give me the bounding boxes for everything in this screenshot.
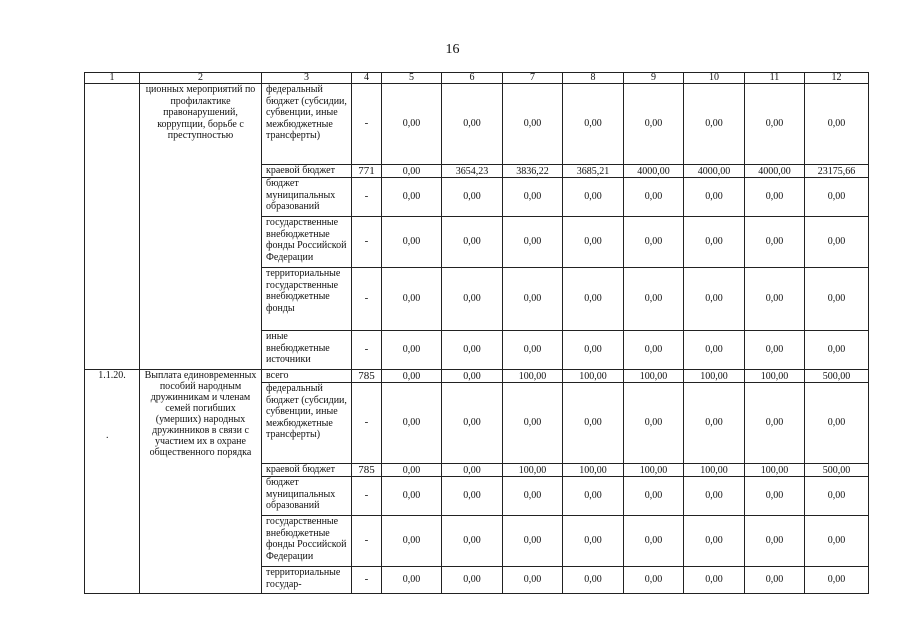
item-row <box>85 370 869 383</box>
continued-row <box>85 84 869 165</box>
amount-cell: 0,00 <box>745 567 805 594</box>
stray-mark: . <box>106 430 109 441</box>
amount-cell: 100,00 <box>563 464 624 477</box>
amount-cell: 100,00 <box>624 370 684 383</box>
column-header: 3 <box>262 73 352 84</box>
amount-cell: 0,00 <box>624 84 684 165</box>
amount-cell: 0,00 <box>503 268 563 331</box>
amount-cell: 0,00 <box>442 383 503 464</box>
amount-cell: 0,00 <box>805 383 869 464</box>
amount-cell: 0,00 <box>382 178 442 217</box>
amount-cell: 0,00 <box>382 84 442 165</box>
amount-cell: 0,00 <box>563 217 624 268</box>
column-header: 7 <box>503 73 563 84</box>
amount-cell: 0,00 <box>624 331 684 370</box>
amount-cell: 0,00 <box>624 268 684 331</box>
column-header: 4 <box>352 73 382 84</box>
amount-cell: 0,00 <box>745 84 805 165</box>
amount-cell: 0,00 <box>503 383 563 464</box>
amount-cell: 0,00 <box>624 178 684 217</box>
amount-cell: 0,00 <box>805 217 869 268</box>
amount-cell: 0,00 <box>503 567 563 594</box>
amount-cell: 4000,00 <box>624 165 684 178</box>
amount-cell: 4000,00 <box>745 165 805 178</box>
amount-cell: 0,00 <box>684 331 745 370</box>
header-row <box>85 73 869 84</box>
amount-cell: 500,00 <box>805 370 869 383</box>
amount-cell: 0,00 <box>442 567 503 594</box>
amount-cell: 0,00 <box>503 84 563 165</box>
amount-cell: 0,00 <box>503 477 563 516</box>
kbk-code: - <box>352 178 382 217</box>
amount-cell: 0,00 <box>745 516 805 567</box>
amount-cell: 0,00 <box>563 567 624 594</box>
column-header: 5 <box>382 73 442 84</box>
amount-cell: 0,00 <box>442 217 503 268</box>
kbk-code: - <box>352 268 382 331</box>
kbk-code: - <box>352 477 382 516</box>
amount-cell: 0,00 <box>684 178 745 217</box>
amount-cell: 0,00 <box>805 268 869 331</box>
amount-cell: 0,00 <box>684 516 745 567</box>
amount-cell: 0,00 <box>442 84 503 165</box>
amount-cell: 0,00 <box>382 383 442 464</box>
amount-cell: 3685,21 <box>563 165 624 178</box>
funding-source: краевой бюджет <box>262 464 352 477</box>
amount-cell: 0,00 <box>442 178 503 217</box>
column-header: 11 <box>745 73 805 84</box>
amount-cell: 0,00 <box>684 383 745 464</box>
column-header: 9 <box>624 73 684 84</box>
amount-cell: 0,00 <box>503 331 563 370</box>
kbk-code: 785 <box>352 370 382 383</box>
amount-cell: 0,00 <box>805 516 869 567</box>
funding-source: федеральный бюджет (субсидии, субвенции, иные межбюджетные трансферты) <box>262 383 352 464</box>
funding-source: бюджет муниципальных образований <box>262 178 352 217</box>
column-header: 6 <box>442 73 503 84</box>
amount-cell: 0,00 <box>805 178 869 217</box>
kbk-code: - <box>352 516 382 567</box>
amount-cell: 0,00 <box>442 477 503 516</box>
page-number: 16 <box>445 42 460 57</box>
amount-cell: 3836,22 <box>503 165 563 178</box>
amount-cell: 0,00 <box>503 217 563 268</box>
amount-cell: 0,00 <box>684 477 745 516</box>
funding-source: краевой бюджет <box>262 165 352 178</box>
amount-cell: 0,00 <box>624 567 684 594</box>
amount-cell: 0,00 <box>563 331 624 370</box>
amount-cell: 0,00 <box>382 567 442 594</box>
funding-source: территориальные государственные внебюджетные фонды <box>262 268 352 331</box>
amount-cell: 0,00 <box>382 217 442 268</box>
amount-cell: 0,00 <box>382 165 442 178</box>
funding-source: государственные внебюджетные фонды Российской Федерации <box>262 217 352 268</box>
item-code: 1.1.20. <box>85 370 140 594</box>
amount-cell: 0,00 <box>745 331 805 370</box>
kbk-code: - <box>352 217 382 268</box>
amount-cell: 0,00 <box>442 464 503 477</box>
amount-cell: 4000,00 <box>684 165 745 178</box>
column-header: 1 <box>85 73 140 84</box>
amount-cell: 0,00 <box>745 477 805 516</box>
column-header: 2 <box>140 73 262 84</box>
amount-cell: 100,00 <box>503 464 563 477</box>
amount-cell: 100,00 <box>563 370 624 383</box>
amount-cell: 100,00 <box>684 464 745 477</box>
kbk-code: 785 <box>352 464 382 477</box>
budget-table <box>84 72 869 594</box>
kbk-code: - <box>352 331 382 370</box>
amount-cell: 0,00 <box>503 516 563 567</box>
amount-cell: 0,00 <box>684 567 745 594</box>
amount-cell: 0,00 <box>442 268 503 331</box>
kbk-code: - <box>352 567 382 594</box>
amount-cell: 0,00 <box>684 217 745 268</box>
funding-source: федеральный бюджет (субсидии, субвенции, иные межбюджетные трансферты) <box>262 84 352 165</box>
kbk-code: - <box>352 84 382 165</box>
amount-cell: 0,00 <box>624 217 684 268</box>
column-header: 12 <box>805 73 869 84</box>
amount-cell: 0,00 <box>563 383 624 464</box>
amount-cell: 0,00 <box>382 464 442 477</box>
amount-cell: 0,00 <box>684 84 745 165</box>
amount-cell: 0,00 <box>442 331 503 370</box>
amount-cell: 0,00 <box>382 331 442 370</box>
funding-source: всего <box>262 370 352 383</box>
funding-source: бюджет муниципальных образований <box>262 477 352 516</box>
amount-cell: 0,00 <box>503 178 563 217</box>
amount-cell: 100,00 <box>503 370 563 383</box>
amount-cell: 0,00 <box>805 567 869 594</box>
amount-cell: 0,00 <box>745 383 805 464</box>
amount-cell: 0,00 <box>382 370 442 383</box>
amount-cell: 0,00 <box>382 268 442 331</box>
amount-cell: 500,00 <box>805 464 869 477</box>
amount-cell: 100,00 <box>745 464 805 477</box>
amount-cell: 0,00 <box>805 331 869 370</box>
amount-cell: 0,00 <box>442 516 503 567</box>
amount-cell: 0,00 <box>805 477 869 516</box>
funding-source: иные внебюджетные источники <box>262 331 352 370</box>
amount-cell: 3654,23 <box>442 165 503 178</box>
amount-cell: 0,00 <box>745 217 805 268</box>
item-name: ционных мероприятий по профилактике правонарушений, коррупции, борьбе с преступностью <box>140 84 262 370</box>
amount-cell: 0,00 <box>382 477 442 516</box>
amount-cell: 0,00 <box>624 477 684 516</box>
kbk-code: - <box>352 383 382 464</box>
amount-cell: 100,00 <box>745 370 805 383</box>
amount-cell: 0,00 <box>563 516 624 567</box>
column-header: 10 <box>684 73 745 84</box>
item-name: Выплата единовременных пособий народным дружинникам и членам семей погибших (умерших) народных дружинников в связи с участием их в охране общественного порядка <box>140 370 262 594</box>
amount-cell: 23175,66 <box>805 165 869 178</box>
amount-cell: 0,00 <box>624 383 684 464</box>
amount-cell: 0,00 <box>382 516 442 567</box>
kbk-code: 771 <box>352 165 382 178</box>
amount-cell: 0,00 <box>442 370 503 383</box>
amount-cell: 0,00 <box>745 268 805 331</box>
column-header: 8 <box>563 73 624 84</box>
amount-cell: 0,00 <box>563 178 624 217</box>
amount-cell: 0,00 <box>563 477 624 516</box>
amount-cell: 0,00 <box>563 268 624 331</box>
amount-cell: 0,00 <box>805 84 869 165</box>
funding-source: территориальные государ- <box>262 567 352 594</box>
item-code <box>85 84 140 370</box>
amount-cell: 100,00 <box>624 464 684 477</box>
amount-cell: 0,00 <box>624 516 684 567</box>
funding-source: государственные внебюджетные фонды Российской Федерации <box>262 516 352 567</box>
amount-cell: 0,00 <box>563 84 624 165</box>
amount-cell: 0,00 <box>684 268 745 331</box>
amount-cell: 0,00 <box>745 178 805 217</box>
amount-cell: 100,00 <box>684 370 745 383</box>
